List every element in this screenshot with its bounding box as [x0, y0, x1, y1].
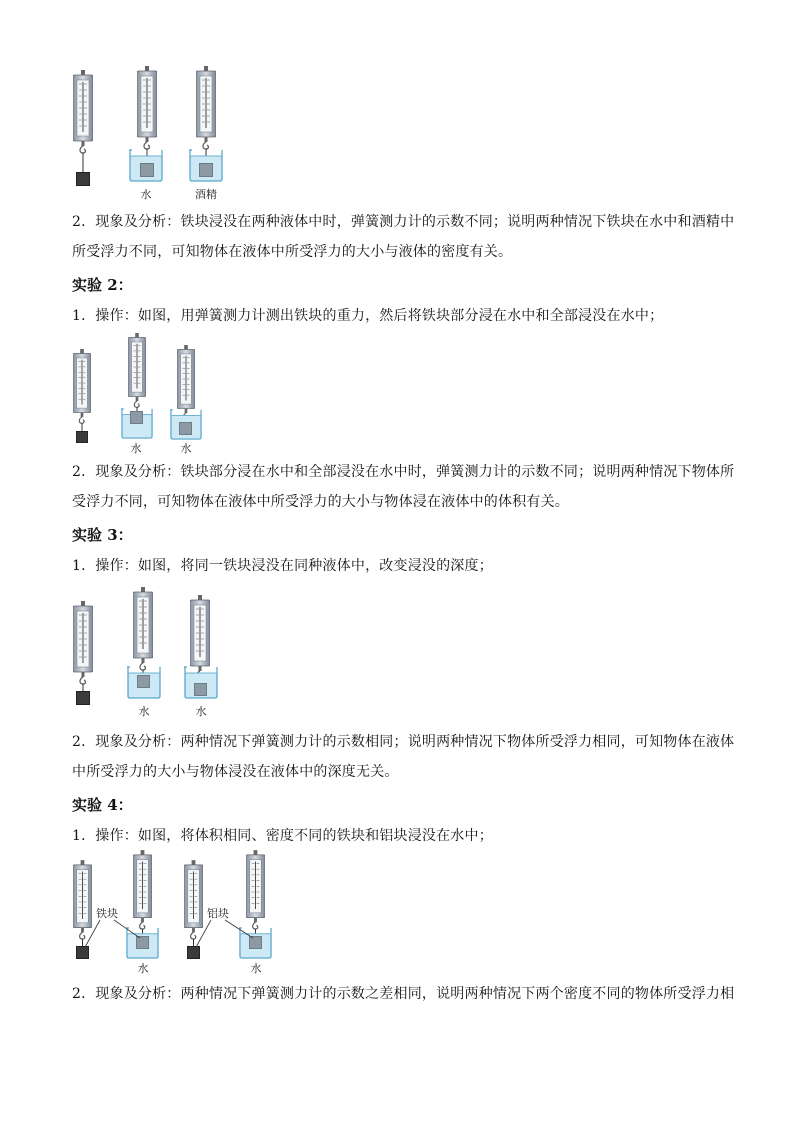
exp3-result-line1: 2．现象及分析：两种情况下弹簧测力计的示数相同；说明两种情况下物体所受浮力相同，可知物体在液体 [72, 734, 735, 750]
exp4-heading: 实验 4： [72, 796, 133, 814]
exp1-result-line1: 2．现象及分析：铁块浸没在两种液体中时，弹簧测力计的示数不同；说明两种情况下铁块在水中和酒精中 [72, 214, 735, 230]
exp3-heading: 实验 3： [72, 526, 133, 544]
exp3-result-line2: 中所受浮力的大小与物体浸没在液体中的深度无关。 [72, 764, 399, 780]
exp2-operation: 1．操作：如图，用弹簧测力计测出铁块的重力，然后将铁块部分浸在水中和全部浸没在水中； [72, 308, 664, 324]
exp4-operation: 1．操作：如图，将体积相同、密度不同的铁块和铝块浸没在水中； [72, 828, 493, 844]
figure-3-caption-water-1: 水 [138, 705, 150, 718]
exp1-result-line2: 所受浮力不同，可知物体在液体中所受浮力的大小与液体的密度有关。 [72, 244, 513, 260]
figure-2-spring-scales [68, 333, 208, 458]
figure-4-label-aluminum-block: 铝块 [207, 907, 229, 920]
figure-1-caption-alcohol: 酒精 [195, 188, 217, 201]
figure-3-caption-water-2: 水 [195, 705, 207, 718]
exp2-heading: 实验 2： [72, 276, 133, 294]
exp3-operation: 1．操作：如图，将同一铁块浸没在同种液体中，改变浸没的深度； [72, 558, 493, 574]
figure-2-caption-water-1: 水 [130, 442, 142, 455]
figure-1-caption-water: 水 [140, 188, 152, 201]
figure-3-spring-scales [68, 587, 228, 719]
exp2-result-line1: 2．现象及分析：铁块部分浸在水中和全部浸没在水中时，弹簧测力计的示数不同；说明两种情况下物体所 [72, 464, 735, 480]
figure-2-caption-water-2: 水 [180, 442, 192, 455]
exp4-result-line1: 2．现象及分析：两种情况下弹簧测力计的示数之差相同，说明两种情况下两个密度不同的物体所受浮力相 [72, 986, 735, 1002]
figure-1-spring-scales [65, 66, 235, 201]
figure-4-spring-scales [68, 850, 278, 978]
figure-4-label-iron-block: 铁块 [96, 907, 118, 920]
figure-4-caption-water-1: 水 [137, 962, 149, 975]
figure-4-caption-water-2: 水 [250, 962, 262, 975]
exp2-result-line2: 受浮力不同，可知物体在液体中所受浮力的大小与物体浸在液体中的体积有关。 [72, 494, 569, 510]
